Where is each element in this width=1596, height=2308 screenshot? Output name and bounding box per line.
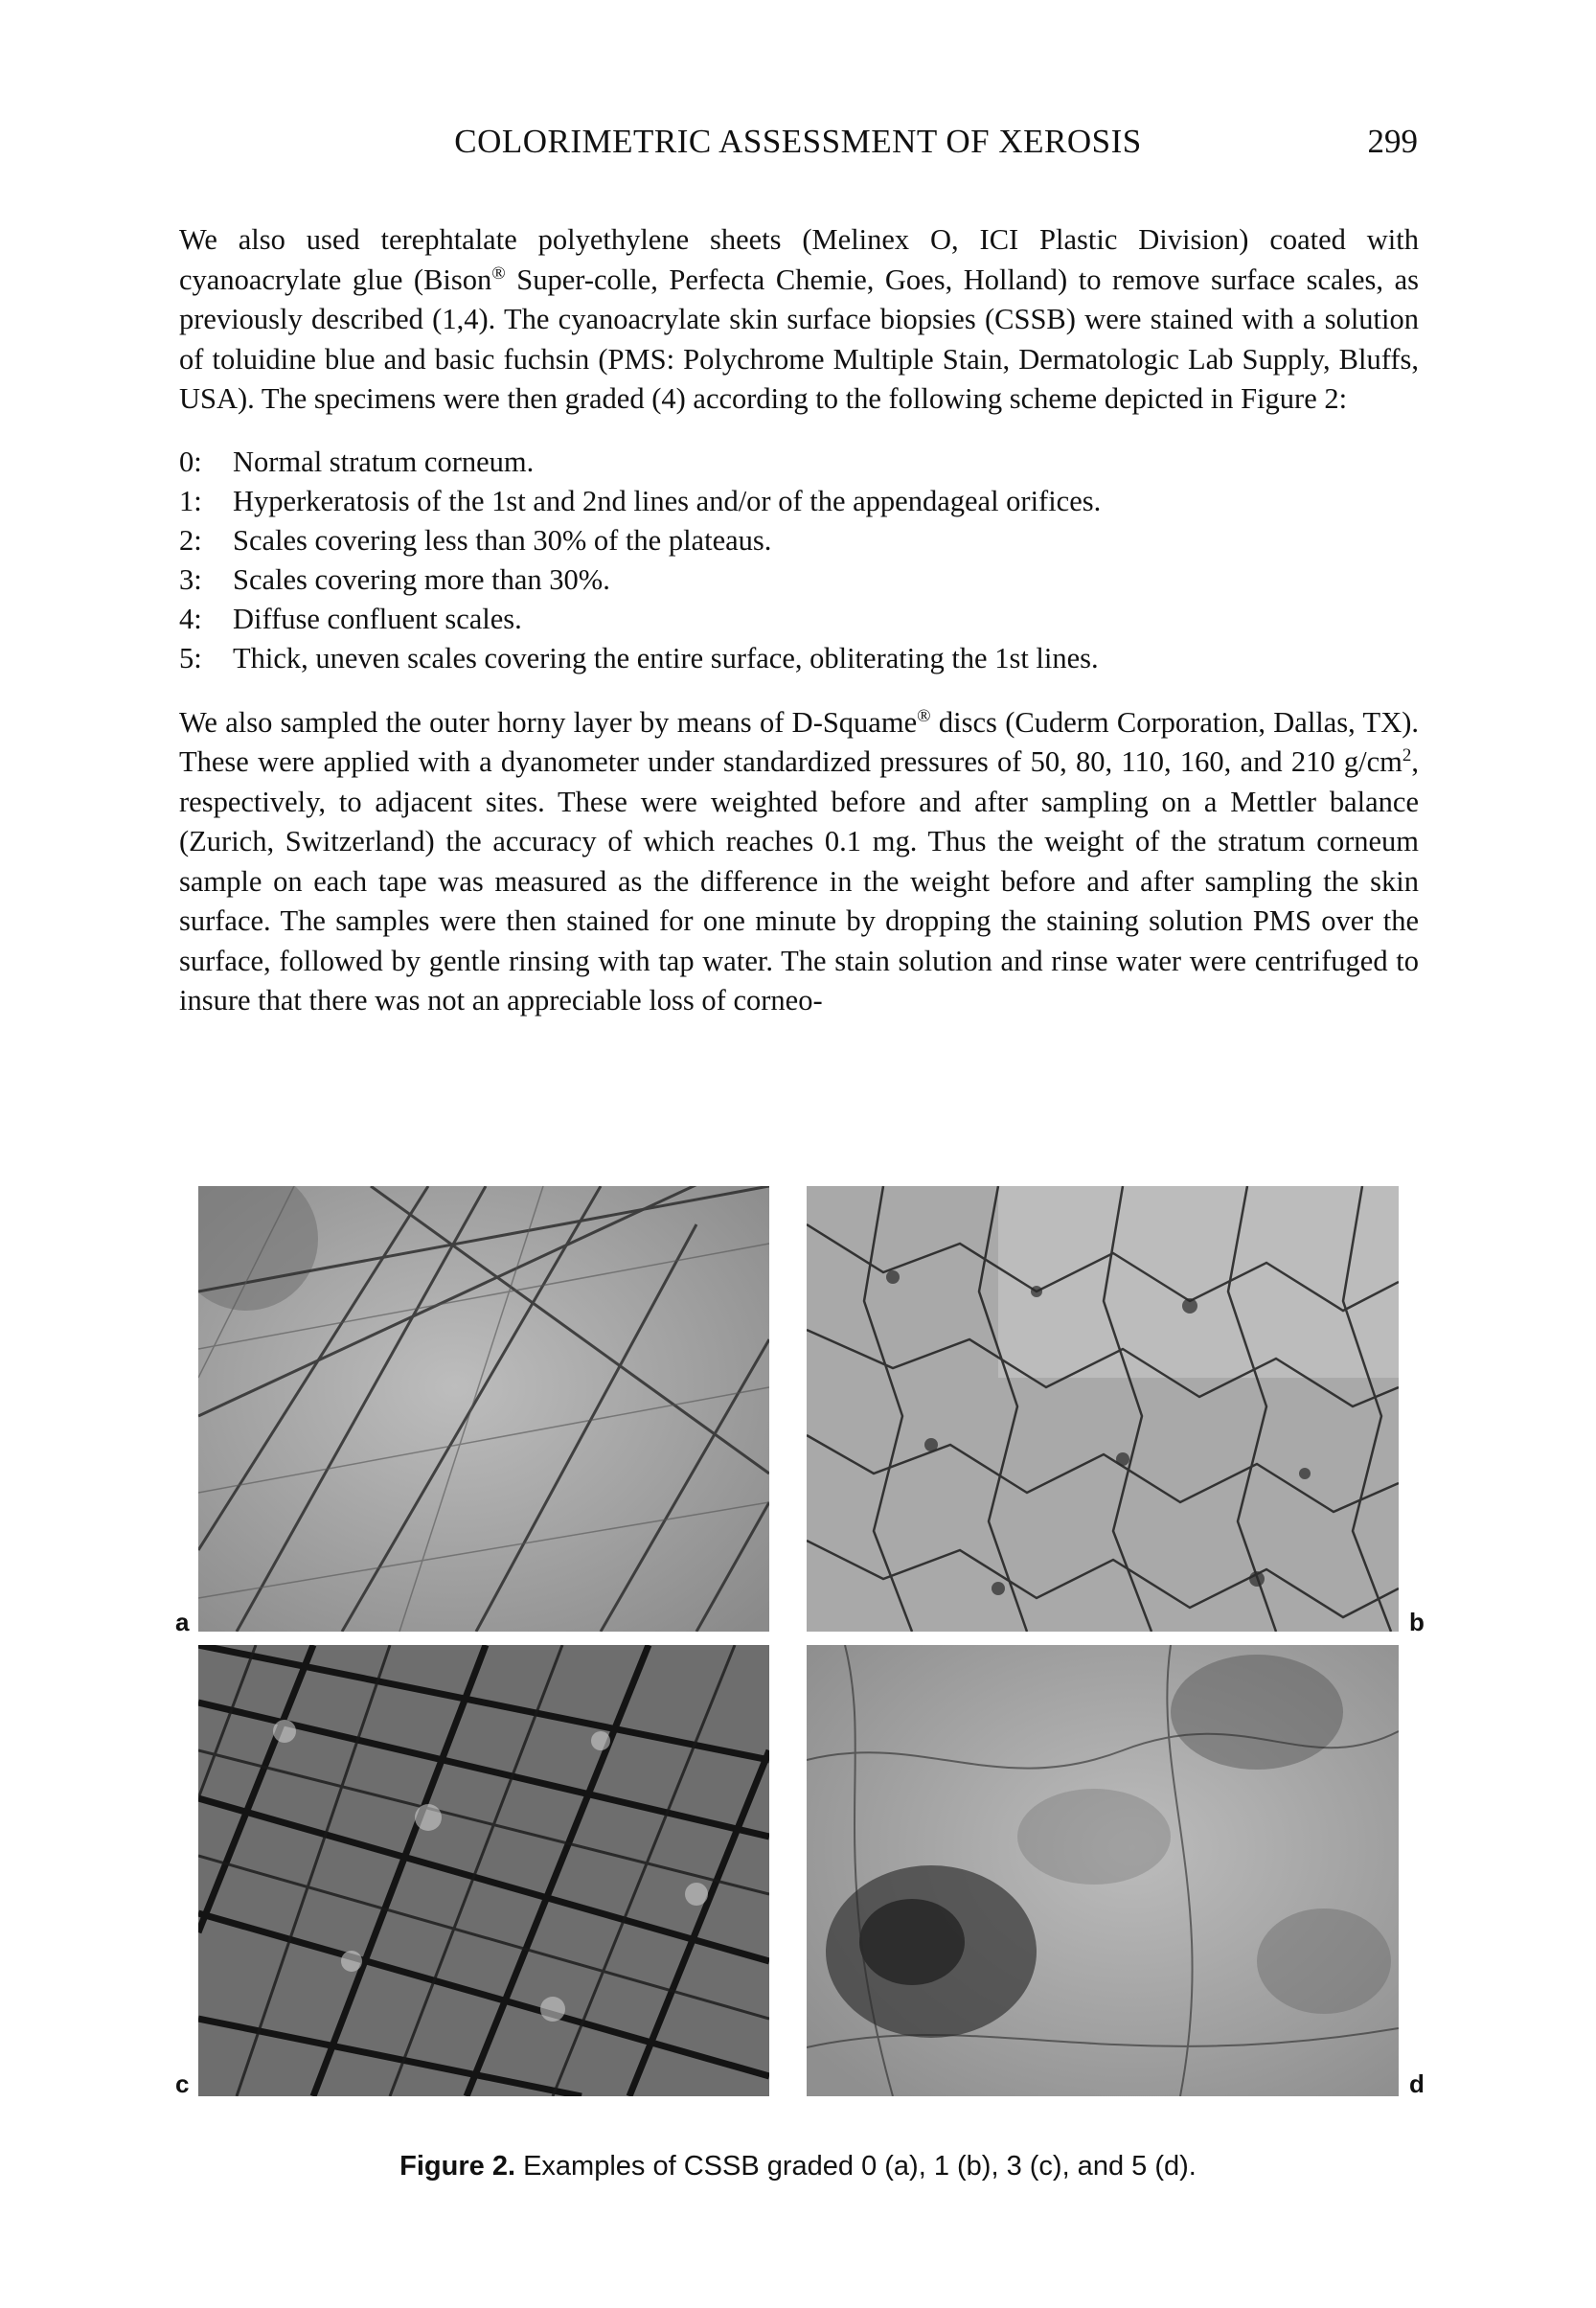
micrograph-panel-a [198,1186,769,1632]
running-head [0,123,1596,165]
paragraph-2-text-c: , respectively, to adjacent sites. These were weighted before and after sampling on a Mettler balance (Zurich, Switzerland) the accuracy of which reaches 0.1 mg. Thus the weight of the stratum corneum sample on each tape was measured as the difference in the weight before and after sampling the skin surface. The samples were then stained for one minute by dropping the staining solution PMS over the surface, followed by gentle rinsing with tap water. The stain solution and rinse water were centrifuged to insure that there was not an appreciable loss of corneo- [179,745,1419,1017]
paragraph-1-text-b: Super-colle, Perfecta Chemie, Goes, Holland) to remove surface scales, as previously described (1,4). The cyanoacrylate skin surface biopsies (CSSB) were stained with a solution of toluidine blue and basic fuchsin (PMS: Polychrome Multiple Stain, Dermatologic Lab Supply, Bluffs, USA). The specimens were then graded (4) according to the following scheme depicted in Figure 2: [179,263,1419,415]
figure-2 [175,1186,1425,2182]
panel-label-a: a [175,1608,190,1636]
micrograph-panel-c [198,1645,769,2096]
figure-caption-label: Figure 2. [399,2151,516,2182]
body-text [179,220,1419,1021]
micrograph-panel-b [807,1186,1399,1632]
grading-scheme-list [179,443,1419,678]
figure-caption-text: Examples of CSSB graded 0 (a), 1 (b), 3 (c), and 5 (d). [515,2151,1197,2182]
panel-label-d: d [1409,2069,1425,2098]
grade-description: Diffuse confluent scales. [233,602,522,635]
grade-number: 0: [179,445,202,478]
micrograph-c-image [198,1645,769,2096]
registered-mark: ® [917,705,931,726]
micrograph-a-image [198,1186,769,1632]
grade-description: Normal stratum corneum. [233,445,535,478]
grade-number: 4: [179,602,202,635]
grade-number: 2: [179,523,202,557]
grade-item [179,521,1419,560]
figure-caption [0,2151,1596,2182]
running-head-title: COLORIMETRIC ASSESSMENT OF XEROSIS [454,123,1142,160]
grade-number: 1: [179,484,202,517]
grade-number: 5: [179,641,202,674]
grade-item [179,560,1419,600]
paragraph-2-text-a: We also sampled the outer horny layer by means of D-Squame [179,705,918,739]
micrograph-panel-d [807,1645,1399,2096]
grade-description: Scales covering less than 30% of the plateaus. [233,523,772,557]
page-number: 299 [1367,123,1418,160]
grade-item [179,443,1419,482]
panel-label-c: c [175,2069,190,2098]
paragraph-1-text-a: We also used terephtalate polyethylene sheets (Melinex O, ICI Plastic Division) coated with cyanoacrylate glue (Bison [179,223,1419,296]
superscript-2: 2 [1402,744,1412,766]
micrograph-d-image [807,1645,1399,2096]
grade-number: 3: [179,562,202,596]
grade-item [179,639,1419,678]
grade-description: Thick, uneven scales covering the entire surface, obliterating the 1st lines. [233,641,1099,674]
registered-mark: ® [491,263,506,284]
grade-description: Scales covering more than 30%. [233,562,610,596]
grade-item [179,600,1419,639]
micrograph-b-image [807,1186,1399,1632]
grade-item [179,482,1419,521]
paragraph-methods-cssb [179,220,1419,420]
panel-label-b: b [1409,1608,1425,1636]
grade-description: Hyperkeratosis of the 1st and 2nd lines and/or of the appendageal orifices. [233,484,1102,517]
paragraph-methods-dsquame [179,703,1419,1021]
paragraph-2-text-b: discs (Cuderm Corporation, Dallas, TX). These were applied with a dyanometer under standardized pressures of 50, 80, 110, 160, and 210 g/cm [179,705,1420,778]
